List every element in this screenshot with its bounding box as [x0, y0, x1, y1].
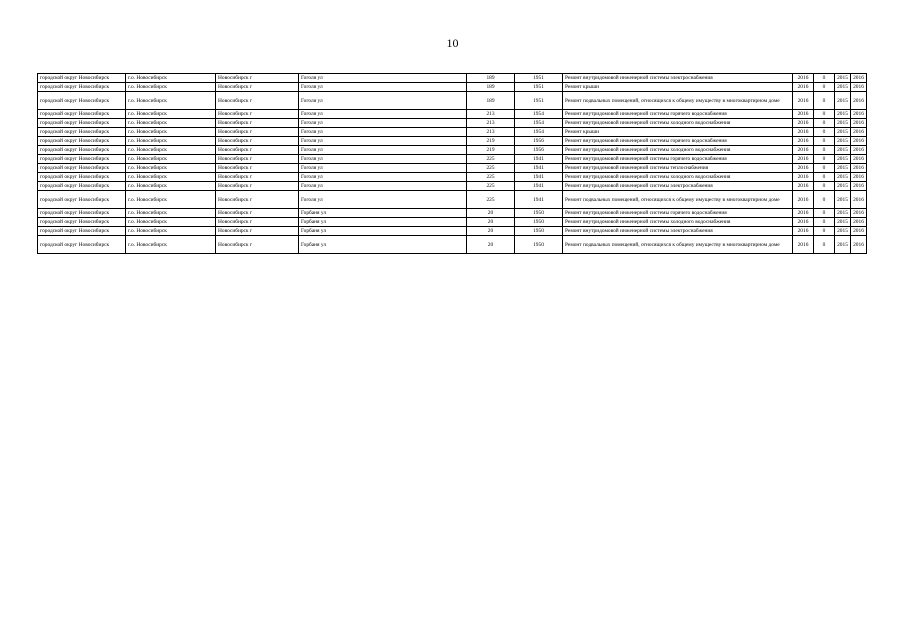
- house-number-cell: 225: [467, 182, 515, 191]
- work-type-cell: Ремонт внутридомовой инженерной системы холодного водоснабжения: [563, 119, 793, 128]
- street-cell: Гоголя ул: [299, 110, 467, 119]
- page-number: 10: [446, 36, 459, 50]
- col-zero-cell: 0: [814, 218, 835, 227]
- street-cell: Гоголя ул: [299, 137, 467, 146]
- house-number-cell: 213: [467, 128, 515, 137]
- table-row: [38, 83, 867, 92]
- plan-year-cell: 2016: [793, 218, 814, 227]
- end-year-cell: 2016: [851, 173, 867, 182]
- plan-year-cell: 2016: [793, 146, 814, 155]
- municipality-cell: городской округ Новосибирск: [38, 155, 126, 164]
- table-row: [38, 74, 867, 83]
- start-year-cell: 2015: [835, 110, 851, 119]
- start-year-cell: 2015: [835, 209, 851, 218]
- municipality-cell: городской округ Новосибирск: [38, 137, 126, 146]
- end-year-cell: 2016: [851, 119, 867, 128]
- build-year-cell: 1950: [515, 209, 563, 218]
- municipality-cell: городской округ Новосибирск: [38, 236, 126, 254]
- locality-cell: г.о. Новосибирск: [126, 74, 216, 83]
- city-cell: Новосибирск г: [216, 182, 299, 191]
- col-zero-cell: 0: [814, 182, 835, 191]
- city-cell: Новосибирск г: [216, 236, 299, 254]
- city-cell: Новосибирск г: [216, 164, 299, 173]
- house-number-cell: 225: [467, 191, 515, 209]
- build-year-cell: 1950: [515, 218, 563, 227]
- city-cell: Новосибирск г: [216, 146, 299, 155]
- plan-year-cell: 2016: [793, 191, 814, 209]
- start-year-cell: 2015: [835, 137, 851, 146]
- start-year-cell: 2015: [835, 227, 851, 236]
- build-year-cell: 1951: [515, 83, 563, 92]
- street-cell: Горбаня ул: [299, 227, 467, 236]
- work-type-cell: Ремонт внутридомовой инженерной системы электроснабжения: [563, 182, 793, 191]
- locality-cell: г.о. Новосибирск: [126, 227, 216, 236]
- table-row: [38, 218, 867, 227]
- start-year-cell: 2015: [835, 173, 851, 182]
- start-year-cell: 2015: [835, 218, 851, 227]
- col-zero-cell: 0: [814, 74, 835, 83]
- plan-year-cell: 2016: [793, 119, 814, 128]
- end-year-cell: 2016: [851, 209, 867, 218]
- table-row: [38, 164, 867, 173]
- plan-year-cell: 2016: [793, 209, 814, 218]
- locality-cell: г.о. Новосибирск: [126, 83, 216, 92]
- build-year-cell: 1941: [515, 164, 563, 173]
- col-zero-cell: 0: [814, 128, 835, 137]
- col-zero-cell: 0: [814, 137, 835, 146]
- street-cell: Гоголя ул: [299, 146, 467, 155]
- start-year-cell: 2015: [835, 146, 851, 155]
- work-type-cell: Ремонт внутридомовой инженерной системы горячего водоснабжения: [563, 137, 793, 146]
- street-cell: Гоголя ул: [299, 92, 467, 110]
- start-year-cell: 2015: [835, 92, 851, 110]
- city-cell: Новосибирск г: [216, 128, 299, 137]
- table-row: [38, 128, 867, 137]
- municipality-cell: городской округ Новосибирск: [38, 173, 126, 182]
- build-year-cell: 1941: [515, 191, 563, 209]
- plan-year-cell: 2016: [793, 137, 814, 146]
- municipality-cell: городской округ Новосибирск: [38, 119, 126, 128]
- end-year-cell: 2016: [851, 137, 867, 146]
- city-cell: Новосибирск г: [216, 110, 299, 119]
- street-cell: Гоголя ул: [299, 74, 467, 83]
- start-year-cell: 2015: [835, 119, 851, 128]
- build-year-cell: 1956: [515, 146, 563, 155]
- house-number-cell: 189: [467, 83, 515, 92]
- end-year-cell: 2016: [851, 110, 867, 119]
- end-year-cell: 2016: [851, 218, 867, 227]
- city-cell: Новосибирск г: [216, 191, 299, 209]
- end-year-cell: 2016: [851, 128, 867, 137]
- table-row: [38, 191, 867, 209]
- work-type-cell: Ремонт подвальных помещений, относящихся к общему имуществу в многоквартирном доме: [563, 191, 793, 209]
- locality-cell: г.о. Новосибирск: [126, 209, 216, 218]
- table-row: [38, 137, 867, 146]
- plan-year-cell: 2016: [793, 110, 814, 119]
- table-body: [38, 74, 867, 254]
- municipality-cell: городской округ Новосибирск: [38, 209, 126, 218]
- locality-cell: г.о. Новосибирск: [126, 173, 216, 182]
- plan-year-cell: 2016: [793, 74, 814, 83]
- city-cell: Новосибирск г: [216, 83, 299, 92]
- col-zero-cell: 0: [814, 119, 835, 128]
- city-cell: Новосибирск г: [216, 227, 299, 236]
- municipality-cell: городской округ Новосибирск: [38, 227, 126, 236]
- table-row: [38, 110, 867, 119]
- col-zero-cell: 0: [814, 236, 835, 254]
- city-cell: Новосибирск г: [216, 137, 299, 146]
- end-year-cell: 2016: [851, 236, 867, 254]
- house-number-cell: 20: [467, 218, 515, 227]
- plan-year-cell: 2016: [793, 236, 814, 254]
- municipality-cell: городской округ Новосибирск: [38, 92, 126, 110]
- end-year-cell: 2016: [851, 155, 867, 164]
- house-number-cell: 20: [467, 227, 515, 236]
- plan-year-cell: 2016: [793, 164, 814, 173]
- build-year-cell: 1954: [515, 119, 563, 128]
- col-zero-cell: 0: [814, 191, 835, 209]
- col-zero-cell: 0: [814, 173, 835, 182]
- locality-cell: г.о. Новосибирск: [126, 191, 216, 209]
- work-type-cell: Ремонт подвальных помещений, относящихся к общему имуществу в многоквартирном доме: [563, 92, 793, 110]
- house-number-cell: 213: [467, 119, 515, 128]
- street-cell: Горбаня ул: [299, 236, 467, 254]
- house-number-cell: 20: [467, 236, 515, 254]
- locality-cell: г.о. Новосибирск: [126, 146, 216, 155]
- municipality-cell: городской округ Новосибирск: [38, 218, 126, 227]
- city-cell: Новосибирск г: [216, 155, 299, 164]
- end-year-cell: 2016: [851, 146, 867, 155]
- house-number-cell: 225: [467, 173, 515, 182]
- municipality-cell: городской округ Новосибирск: [38, 110, 126, 119]
- build-year-cell: 1951: [515, 74, 563, 83]
- table-row: [38, 182, 867, 191]
- build-year-cell: 1956: [515, 137, 563, 146]
- table-row: [38, 209, 867, 218]
- municipality-cell: городской округ Новосибирск: [38, 191, 126, 209]
- build-year-cell: 1950: [515, 236, 563, 254]
- work-type-cell: Ремонт внутридомовой инженерной системы горячего водоснабжения: [563, 209, 793, 218]
- street-cell: Гоголя ул: [299, 155, 467, 164]
- end-year-cell: 2016: [851, 164, 867, 173]
- locality-cell: г.о. Новосибирск: [126, 110, 216, 119]
- end-year-cell: 2016: [851, 74, 867, 83]
- city-cell: Новосибирск г: [216, 119, 299, 128]
- locality-cell: г.о. Новосибирск: [126, 119, 216, 128]
- col-zero-cell: 0: [814, 83, 835, 92]
- house-number-cell: 213: [467, 110, 515, 119]
- col-zero-cell: 0: [814, 164, 835, 173]
- build-year-cell: 1941: [515, 182, 563, 191]
- city-cell: Новосибирск г: [216, 218, 299, 227]
- municipality-cell: городской округ Новосибирск: [38, 164, 126, 173]
- start-year-cell: 2015: [835, 164, 851, 173]
- city-cell: Новосибирск г: [216, 74, 299, 83]
- locality-cell: г.о. Новосибирск: [126, 182, 216, 191]
- locality-cell: г.о. Новосибирск: [126, 164, 216, 173]
- locality-cell: г.о. Новосибирск: [126, 137, 216, 146]
- work-type-cell: Ремонт крыши: [563, 128, 793, 137]
- city-cell: Новосибирск г: [216, 92, 299, 110]
- work-type-cell: Ремонт внутридомовой инженерной системы электроснабжения: [563, 227, 793, 236]
- end-year-cell: 2016: [851, 191, 867, 209]
- col-zero-cell: 0: [814, 110, 835, 119]
- end-year-cell: 2016: [851, 83, 867, 92]
- house-number-cell: 225: [467, 164, 515, 173]
- work-type-cell: Ремонт внутридомовой инженерной системы горячего водоснабжения: [563, 110, 793, 119]
- municipality-cell: городской округ Новосибирск: [38, 128, 126, 137]
- house-number-cell: 219: [467, 137, 515, 146]
- house-number-cell: 20: [467, 209, 515, 218]
- end-year-cell: 2016: [851, 182, 867, 191]
- municipality-cell: городской округ Новосибирск: [38, 83, 126, 92]
- plan-year-cell: 2016: [793, 155, 814, 164]
- municipality-cell: городской округ Новосибирск: [38, 146, 126, 155]
- build-year-cell: 1954: [515, 110, 563, 119]
- locality-cell: г.о. Новосибирск: [126, 155, 216, 164]
- house-number-cell: 219: [467, 146, 515, 155]
- col-zero-cell: 0: [814, 155, 835, 164]
- repair-plan-table: [37, 73, 867, 254]
- house-number-cell: 189: [467, 92, 515, 110]
- work-type-cell: Ремонт внутридомовой инженерной системы холодного водоснабжения: [563, 173, 793, 182]
- work-type-cell: Ремонт внутридомовой инженерной системы холодного водоснабжения: [563, 218, 793, 227]
- street-cell: Гоголя ул: [299, 83, 467, 92]
- table-row: [38, 119, 867, 128]
- start-year-cell: 2015: [835, 74, 851, 83]
- municipality-cell: городской округ Новосибирск: [38, 74, 126, 83]
- start-year-cell: 2015: [835, 182, 851, 191]
- table-row: [38, 227, 867, 236]
- col-zero-cell: 0: [814, 227, 835, 236]
- table-row: [38, 92, 867, 110]
- table-row: [38, 173, 867, 182]
- plan-year-cell: 2016: [793, 182, 814, 191]
- street-cell: Гоголя ул: [299, 119, 467, 128]
- street-cell: Гоголя ул: [299, 182, 467, 191]
- work-type-cell: Ремонт крыши: [563, 83, 793, 92]
- col-zero-cell: 0: [814, 146, 835, 155]
- street-cell: Горбаня ул: [299, 218, 467, 227]
- locality-cell: г.о. Новосибирск: [126, 218, 216, 227]
- work-type-cell: Ремонт подвальных помещений, относящихся к общему имуществу в многоквартирном доме: [563, 236, 793, 254]
- city-cell: Новосибирск г: [216, 209, 299, 218]
- table-row: [38, 236, 867, 254]
- table-row: [38, 146, 867, 155]
- build-year-cell: 1941: [515, 155, 563, 164]
- end-year-cell: 2016: [851, 92, 867, 110]
- col-zero-cell: 0: [814, 92, 835, 110]
- plan-year-cell: 2016: [793, 92, 814, 110]
- build-year-cell: 1941: [515, 173, 563, 182]
- start-year-cell: 2015: [835, 191, 851, 209]
- table-row: [38, 155, 867, 164]
- end-year-cell: 2016: [851, 227, 867, 236]
- plan-year-cell: 2016: [793, 128, 814, 137]
- plan-year-cell: 2016: [793, 173, 814, 182]
- start-year-cell: 2015: [835, 155, 851, 164]
- street-cell: Гоголя ул: [299, 128, 467, 137]
- build-year-cell: 1950: [515, 227, 563, 236]
- plan-year-cell: 2016: [793, 83, 814, 92]
- street-cell: Горбаня ул: [299, 209, 467, 218]
- street-cell: Гоголя ул: [299, 164, 467, 173]
- work-type-cell: Ремонт внутридомовой инженерной системы электроснабжения: [563, 74, 793, 83]
- start-year-cell: 2015: [835, 236, 851, 254]
- plan-year-cell: 2016: [793, 227, 814, 236]
- locality-cell: г.о. Новосибирск: [126, 92, 216, 110]
- start-year-cell: 2015: [835, 83, 851, 92]
- municipality-cell: городской округ Новосибирск: [38, 182, 126, 191]
- build-year-cell: 1954: [515, 128, 563, 137]
- street-cell: Гоголя ул: [299, 191, 467, 209]
- build-year-cell: 1951: [515, 92, 563, 110]
- start-year-cell: 2015: [835, 128, 851, 137]
- col-zero-cell: 0: [814, 209, 835, 218]
- street-cell: Гоголя ул: [299, 173, 467, 182]
- city-cell: Новосибирск г: [216, 173, 299, 182]
- locality-cell: г.о. Новосибирск: [126, 236, 216, 254]
- locality-cell: г.о. Новосибирск: [126, 128, 216, 137]
- work-type-cell: Ремонт внутридомовой инженерной системы горячего водоснабжения: [563, 155, 793, 164]
- house-number-cell: 225: [467, 155, 515, 164]
- house-number-cell: 189: [467, 74, 515, 83]
- work-type-cell: Ремонт внутридомовой инженерной системы теплоснабжения: [563, 164, 793, 173]
- work-type-cell: Ремонт внутридомовой инженерной системы холодного водоснабжения: [563, 146, 793, 155]
